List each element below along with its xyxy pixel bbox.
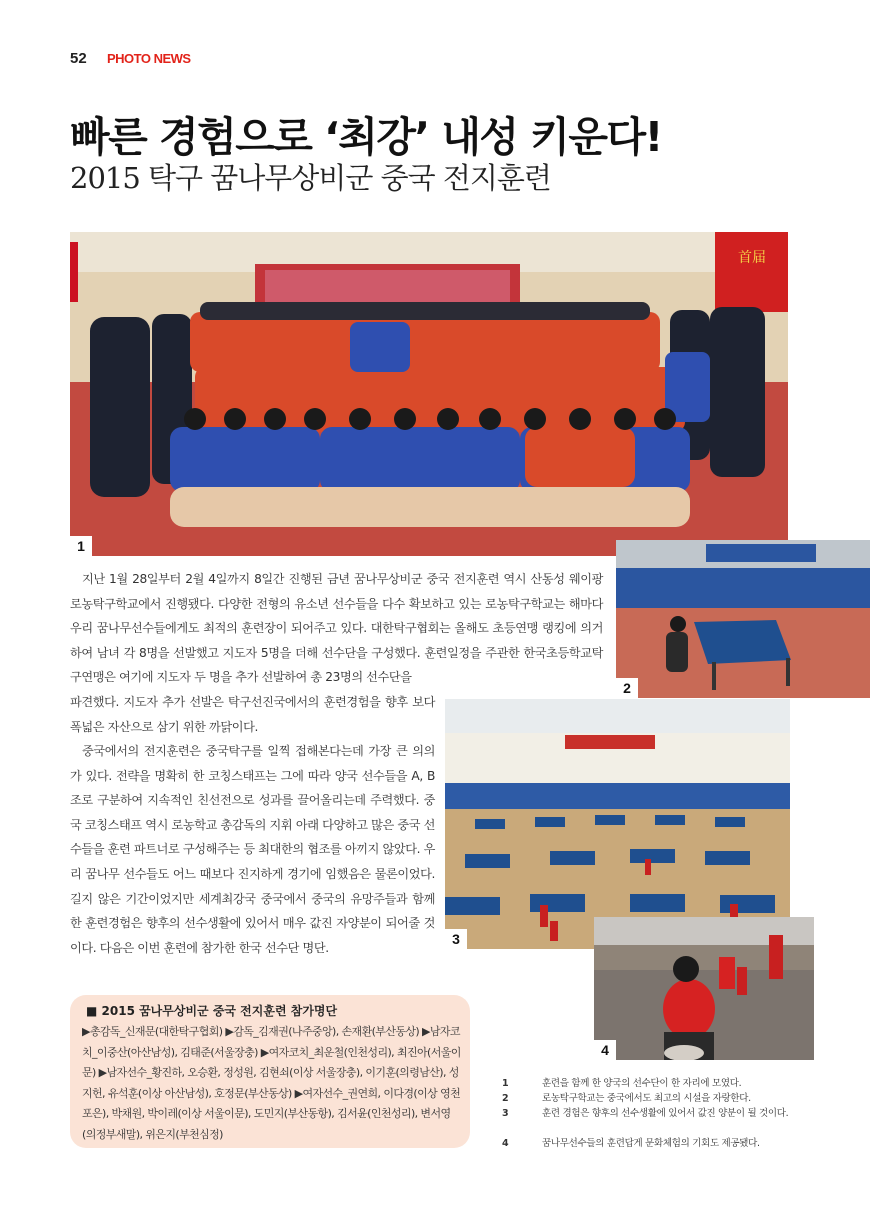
photo-4-outdoor (594, 917, 814, 1060)
photo-1-team-group (70, 232, 788, 556)
caption-2-text: 로농탁구학교는 중국에서도 최고의 시설을 자랑한다. (542, 1093, 751, 1104)
photo-3-label: 3 (445, 929, 467, 949)
caption-2 (502, 1092, 802, 1106)
caption-4-text: 꿈나무선수들의 훈련답게 문화체험의 기회도 제공됐다. (542, 1138, 760, 1149)
caption-4-number: 4 (502, 1138, 509, 1149)
training-hall-illustration (616, 540, 870, 698)
caption-3-text: 훈련 경험은 향후의 선수생활에 있어서 값진 양분이 될 것이다. (542, 1108, 789, 1119)
caption-3 (502, 1107, 802, 1135)
photo-1-label: 1 (70, 536, 92, 556)
photo-3-gym-hall (445, 699, 790, 949)
caption-2-number: 2 (502, 1093, 509, 1104)
section-label: PHOTO NEWS (107, 51, 191, 66)
article-paragraph-1-cont: 파견했다. 지도자 추가 선발은 탁구선진국에서의 훈련경험을 향후 보다 폭넓은 자산으로 삼기 위한 까닭이다. (70, 695, 435, 734)
caption-1-number: 1 (502, 1078, 509, 1089)
caption-1-text: 훈련을 함께 한 양국의 선수단이 한 자리에 모였다. (542, 1078, 742, 1089)
photo-4-label: 4 (594, 1040, 616, 1060)
gym-hall-illustration (445, 699, 790, 949)
roster-title: ■ 2015 꿈나무상비군 중국 전지훈련 참가명단 (86, 1004, 338, 1018)
banner-text: 首届 (738, 250, 766, 266)
page-number: 52 (70, 50, 87, 67)
caption-1 (502, 1077, 802, 1091)
team-group-illustration (70, 232, 788, 556)
photo-2-training-table (616, 540, 870, 698)
caption-4 (502, 1137, 802, 1151)
roster-body: ▶총감독_신재문(대한탁구협회) ▶감독_김재권(나주중앙), 손재환(부산동상) ▶남자코치_이중산(아산남성), 김태준(서울장충) ▶여자코치_최운철(인천성리), 최진아(서울이문) ▶남자선수_황진하, 오승환, 정성원, 김현쇠(이상 서울장충), 이기훈(의령남산), 성지헌, 유석훈(이상 아산남성), 호정문(부산동상) ▶여자선수_권연희, 이다경(이상 영천포은), 박채원, 박이레(이상 서울이문), 도민지(부산동항), 김서윤(인천성리), 변서영(의정부새말), 위은지(부천심정) (82, 1025, 461, 1141)
headline: 빠른 경험으로 ‘최강’ 내성 키운다! (70, 113, 662, 161)
caption-3-number: 3 (502, 1108, 509, 1119)
subheadline: 2015 탁구 꿈나무상비군 중국 전지훈련 (70, 161, 551, 195)
outdoor-illustration (594, 917, 814, 1060)
article-paragraph-1: 지난 1월 28일부터 2월 4일까지 8일간 진행된 금년 꿈나무상비군 중국 전지훈련 역시 산동성 웨이팡 로농탁구학교에서 진행됐다. 다양한 전형의 유소년 선수들을 다수 확보하고 있는 로농탁구학교는 해마다 우리 꿈나무선수들에게도 최적의 훈련장이 되어주고 있다. 대한탁구협회는 올해도 초등연맹 랭킹에 의거하여 남녀 각 8명을 선발했고 지도자 5명을 더해 선수단을 구성했다. 훈련일정을 주관한 한국초등학교탁구연맹은 여기에 지도자 두 명을 추가 선발하여 총 23명의 선수단을 (70, 572, 603, 685)
photo-2-label: 2 (616, 678, 638, 698)
article-paragraph-2: 중국에서의 전지훈련은 중국탁구를 일찍 접해본다는데 가장 큰 의의가 있다. 전략을 명확히 한 코칭스태프는 그에 따라 양국 선수들을 A, B조로 구분하여 지속적인 친선전으로 성과를 끌어올리는데 주력했다. 중국 코칭스태프 역시 로농학교 총감독의 지휘 아래 다양하고 많은 중국 선수들을 훈련 파트너로 구성해주는 등 최대한의 협조를 아끼지 않았다. 우리 꿈나무 선수들도 어느 때보다 진지하게 경기에 임했음은 물론이었다. 길지 않은 기간이었지만 세계최강국 중국에서 중국의 유망주들과 함께 한 훈련경험은 향후의 선수생활에 있어서 매우 값진 자양분이 되어줄 것이다. 다음은 이번 훈련에 참가한 한국 선수단 명단. (70, 744, 435, 955)
